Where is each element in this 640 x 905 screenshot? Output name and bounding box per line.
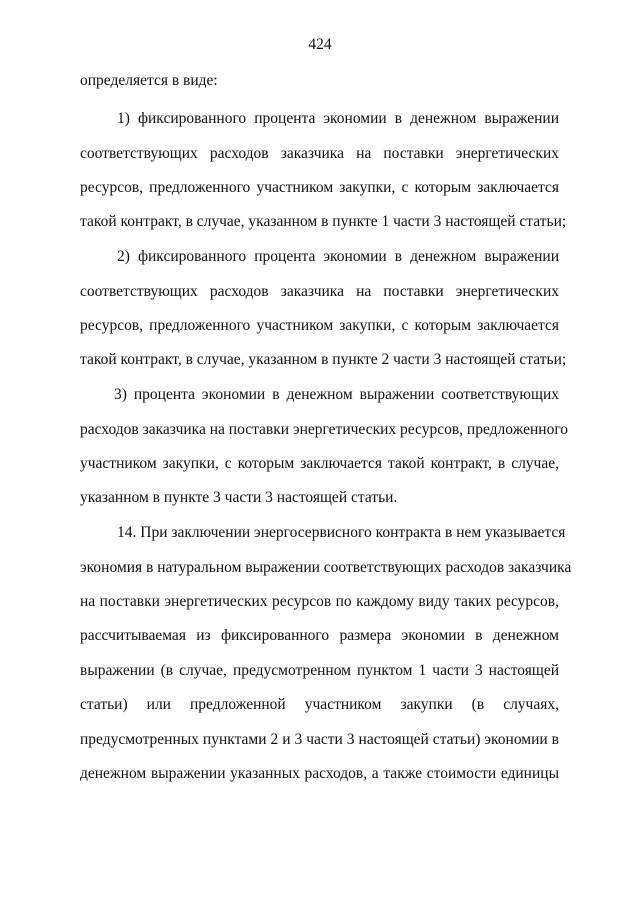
text-line: денежном выражении указанных расходов, а также стоимости единицы — [80, 765, 559, 782]
page-number: 424 — [308, 36, 332, 53]
text-line: выражении (в случае, предусмотренном пунктом 1 части 3 настоящей — [80, 662, 559, 679]
text-line: рассчитываемая из фиксированного размера экономии в денежном — [80, 627, 559, 644]
text-line: соответствующих расходов заказчика на поставки энергетических — [80, 283, 559, 300]
text-line: 3) процента экономии в денежном выражении соответствующих — [114, 386, 559, 403]
text-line: 14. При заключении энергосервисного контракта в нем указывается — [117, 524, 566, 541]
text-line: ресурсов, предложенного участником закупки, с которым заключается — [80, 317, 559, 334]
text-line: такой контракт, в случае, указанном в пункте 2 части 3 настоящей статьи; — [80, 351, 567, 368]
text-line: указанном в пункте 3 части 3 настоящей статьи. — [80, 489, 398, 506]
text-line: 2) фиксированного процента экономии в денежном выражении — [117, 248, 559, 265]
text-line: на поставки энергетических ресурсов по каждому виду таких ресурсов, — [80, 593, 559, 610]
text-line: предусмотренных пунктами 2 и 3 части 3 настоящей статьи) экономии в — [80, 731, 559, 748]
text-line: статьи) или предложенной участником закупки (в случаях, — [80, 696, 559, 713]
text-line: расходов заказчика на поставки энергетических ресурсов, предложенного — [80, 421, 569, 438]
text-line: ресурсов, предложенного участником закупки, с которым заключается — [80, 179, 559, 196]
text-line: такой контракт, в случае, указанном в пункте 1 части 3 настоящей статьи; — [80, 213, 567, 230]
text-line: участником закупки, с которым заключается такой контракт, в случае, — [80, 455, 559, 472]
text-line: экономия в натуральном выражении соответствующих расходов заказчика — [80, 559, 572, 576]
text-line: определяется в виде: — [80, 72, 218, 89]
text-line: 1) фиксированного процента экономии в денежном выражении — [117, 110, 559, 127]
text-line: соответствующих расходов заказчика на поставки энергетических — [80, 145, 559, 162]
